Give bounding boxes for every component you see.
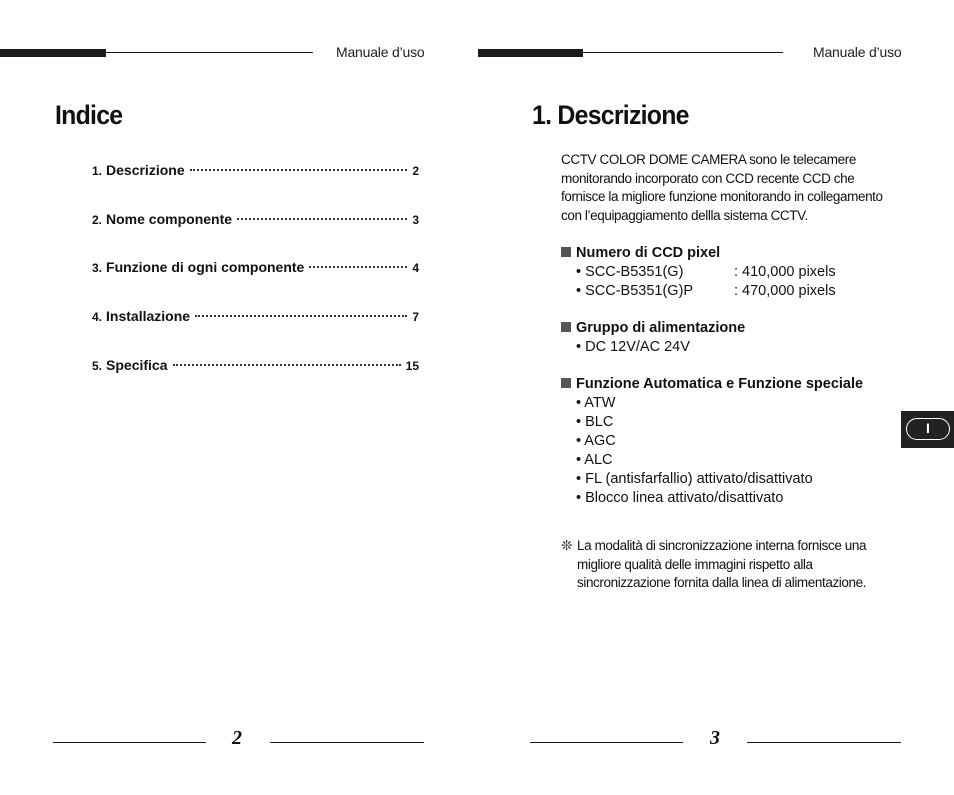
toc-label: Nome componente [106,211,233,227]
toc-leader-dots [237,218,407,220]
toc-leader-dots [173,364,401,366]
intro-line: CCTV COLOR DOME CAMERA sono le telecamere [561,152,856,167]
toc-label: Installazione [106,308,191,324]
header-rule [583,52,783,53]
toc-entry-descrizione[interactable] [92,162,419,182]
square-bullet-icon [561,322,571,332]
toc-leader-dots [309,266,407,268]
intro-paragraph [561,151,891,225]
list-item: • SCC-B5351(G) : 410,000 pixels [576,264,836,280]
toc-number: 1. [92,164,103,178]
toc-number: 2. [92,213,103,227]
square-bullet-icon [561,247,571,257]
toc-number: 4. [92,310,103,324]
square-bullet-icon [561,378,571,388]
toc-label: Specifica [106,357,168,373]
toc-entry-nome-componente[interactable] [92,211,419,231]
section-heading: Gruppo di alimentazione [561,319,745,338]
note-asterisk-icon: ❊ [561,538,572,553]
toc-page-number: 3 [412,213,419,227]
toc-label: Funzione di ogni componente [106,259,305,275]
toc-entry-funzione[interactable] [92,259,419,279]
toc-entry-installazione[interactable] [92,308,419,328]
intro-line: fornisce la migliore funzione monitorando in collegamento [561,189,883,204]
list-item: • DC 12V/AC 24V [576,339,690,355]
sync-note [561,537,901,593]
list-item: • AGC [576,433,616,449]
intro-line: monitorando incorporato con CCD recente CCD che [561,170,855,186]
footer-rule-left [530,742,683,743]
page-number: 2 [232,727,242,749]
intro-line: con l’equipaggiamento dellla sistema CCTV. [561,207,808,223]
list-item: • FL (antisfarfallio) attivato/disattivato [576,471,813,487]
header-title: Manuale d’uso [813,44,902,60]
section-heading: Numero di CCD pixel [561,244,720,263]
toc-label: Descrizione [106,162,185,178]
footer-rule-right [270,742,424,743]
toc-leader-dots [190,169,408,171]
header-bar [478,49,583,57]
note-line: sincronizzazione fornita dalla linea di alimentazione. [577,575,867,590]
toc-number: 3. [92,261,103,275]
list-item: • SCC-B5351(G)P : 470,000 pixels [576,283,836,299]
header-rule [106,52,313,53]
list-item: • BLC [576,414,614,430]
toc-entry-specifica[interactable] [92,357,419,377]
language-tab-label: I [906,418,950,440]
list-item: • ATW [576,395,616,411]
page-title: Indice [55,100,123,130]
list-item: • Blocco linea attivato/disattivato [576,490,784,506]
page-title: 1. Descrizione [532,100,689,130]
note-line: migliore qualità delle immagini rispetto alla [577,556,813,572]
list-item: • ALC [576,452,613,468]
footer-rule-right [747,742,901,743]
section-funzioni [561,375,863,508]
toc-leader-dots [195,315,407,317]
toc-page-number: 15 [405,359,419,373]
language-tab[interactable] [901,411,954,448]
toc-page-number: 2 [412,164,419,178]
section-ccd-pixel [561,244,836,301]
section-heading: Funzione Automatica e Funzione speciale [561,375,863,394]
page-number: 3 [710,727,720,749]
right-page [477,0,954,795]
header-bar [0,49,106,57]
footer-rule-left [53,742,206,743]
toc-page-number: 7 [412,310,419,324]
header-title: Manuale d’uso [336,44,425,60]
section-alimentazione [561,319,745,357]
toc-page-number: 4 [412,261,419,275]
toc-number: 5. [92,359,103,373]
note-line: La modalità di sincronizzazione interna fornisce una [577,538,867,553]
